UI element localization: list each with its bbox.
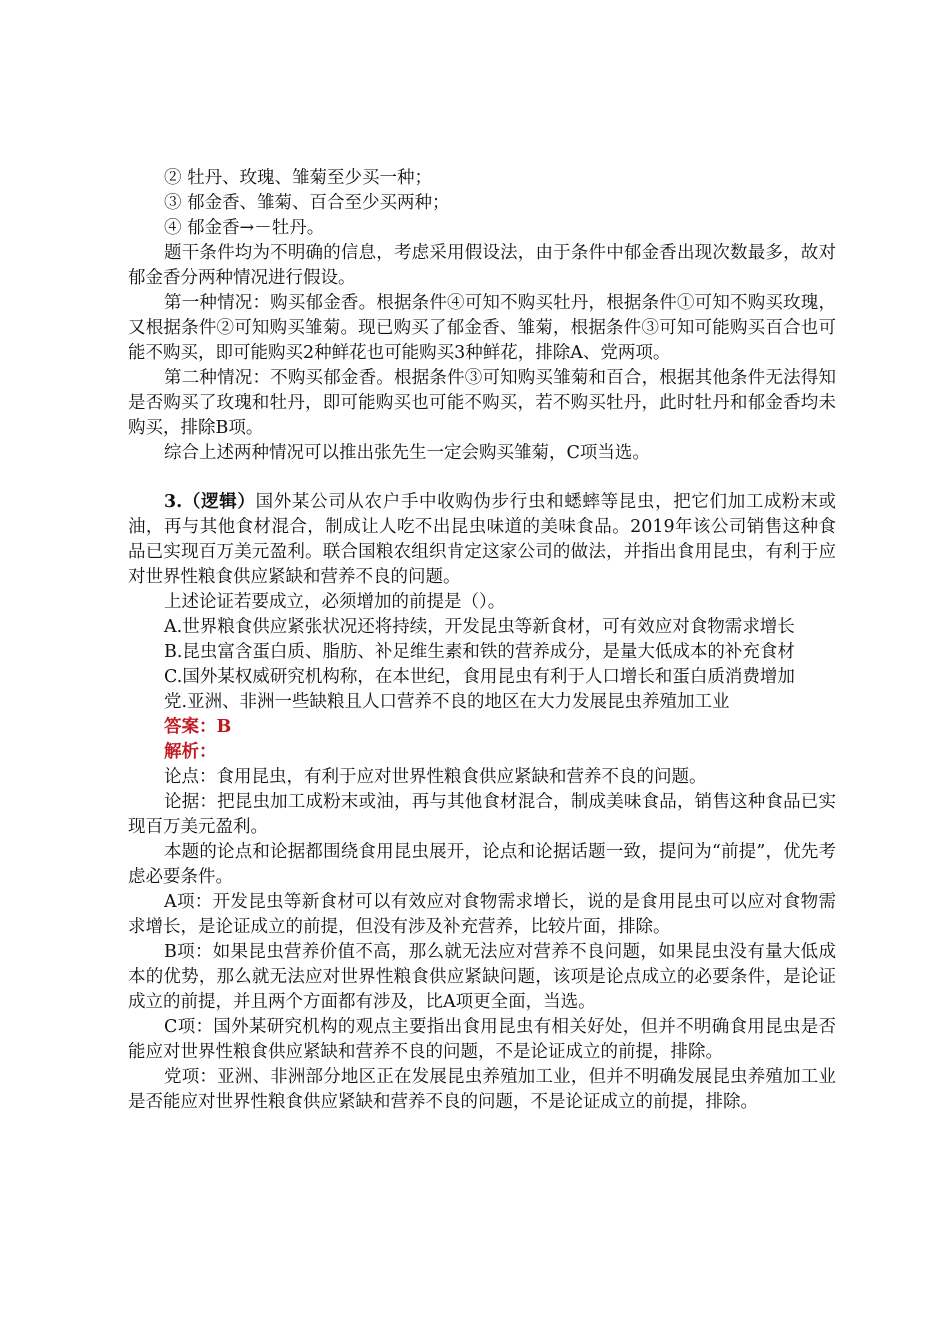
analysis-evidence: 论据：把昆虫加工成粉末或油，再与其他食材混合，制成美味食品，销售这种食品已实现百万美元盈利。: [128, 792, 836, 837]
condition-2: ② 牡丹、玫瑰、雏菊至少买一种；: [164, 168, 433, 188]
option-b: B.昆虫富含蛋白质、脂肪、补足维生素和铁的营养成分，是量大低成本的补充食材: [164, 642, 795, 662]
document-page: [128, 166, 836, 1115]
question-stem-text: 国外某公司从农户手中收购伪步行虫和蟋蟀等昆虫，把它们加工成粉末或油，再与其他食材混合，制成让人吃不出昆虫味道的美味食品。2019年该公司销售这种食品已实现百万美元盈利。联合国粮农组织肯定这家公司的做法，并指出食用昆虫，有利于应对世界性粮食供应紧缺和营养不良的问题。: [128, 492, 837, 587]
question-number: 3.（逻辑）: [164, 492, 256, 512]
analysis-option-b: B项：如果昆虫营养价值不高，那么就无法应对营养不良问题，如果昆虫没有量大低成本的优势，那么就无法应对世界性粮食供应紧缺问题，该项是论点成立的必要条件，是论证成立的前提，并且两个方面都有涉及，比A项更全面，当选。: [128, 942, 836, 1012]
analysis-label: 解析：: [164, 742, 217, 762]
conclusion: 综合上述两种情况可以推出张先生一定会购买雏菊，C项当选。: [164, 443, 650, 463]
analysis-option-d: 党项：亚洲、非洲部分地区正在发展昆虫养殖加工业，但并不明确发展昆虫养殖加工业是否能应对世界性粮食供应紧缺和营养不良的问题，不是论证成立的前提，排除。: [128, 1067, 836, 1112]
analysis-thesis: 论点：食用昆虫，有利于应对世界性粮食供应紧缺和营养不良的问题。: [164, 767, 707, 787]
analysis-approach: 本题的论点和论据都围绕食用昆虫展开，论点和论据话题一致，提问为“前提”，优先考虑必要条件。: [128, 842, 836, 887]
option-d: 党.亚洲、非洲一些缺粮且人口营养不良的地区在大力发展昆虫养殖加工业: [164, 692, 730, 712]
analysis-option-c: C项：国外某研究机构的观点主要指出食用昆虫有相关好处，但并不明确食用昆虫是否能应对世界性粮食供应紧缺和营养不良的问题，不是论证成立的前提，排除。: [128, 1017, 836, 1062]
option-c: C.国外某权威研究机构称，在本世纪，食用昆虫有利于人口增长和蛋白质消费增加: [164, 667, 795, 687]
question-3-stem: [128, 490, 836, 590]
answer-label: 答案：B: [164, 717, 232, 737]
option-a: A.世界粮食供应紧张状况还将持续，开发昆虫等新食材，可有效应对食物需求增长: [164, 617, 795, 637]
case-one: 第一种情况：购买郁金香。根据条件④可知不购买牡丹，根据条件①可知不购买玫瑰，又根据条件②可知购买雏菊。现已购买了郁金香、雏菊，根据条件③可知可能购买百合也可能不购买，即可能购买2种鲜花也可能购买3种鲜花，排除A、党两项。: [128, 293, 836, 363]
section-gap: [128, 466, 836, 490]
condition-4: ④ 郁金香→－牡丹。: [164, 218, 325, 238]
analysis-intro: 题干条件均为不明确的信息，考虑采用假设法，由于条件中郁金香出现次数最多，故对郁金香分两种情况进行假设。: [128, 243, 836, 288]
analysis-option-a: A项：开发昆虫等新食材可以有效应对食物需求增长，说的是食用昆虫可以应对食物需求增长，是论证成立的前提，但没有涉及补充营养，比较片面，排除。: [128, 892, 836, 937]
question-prompt: 上述论证若要成立，必须增加的前提是（）。: [164, 592, 506, 612]
case-two: 第二种情况：不购买郁金香。根据条件③可知购买雏菊和百合，根据其他条件无法得知是否购买了玫瑰和牡丹，即可能购买也可能不购买，若不购买牡丹，此时牡丹和郁金香均未购买，排除B项。: [128, 368, 836, 438]
condition-3: ③ 郁金香、雏菊、百合至少买两种；: [164, 193, 450, 213]
